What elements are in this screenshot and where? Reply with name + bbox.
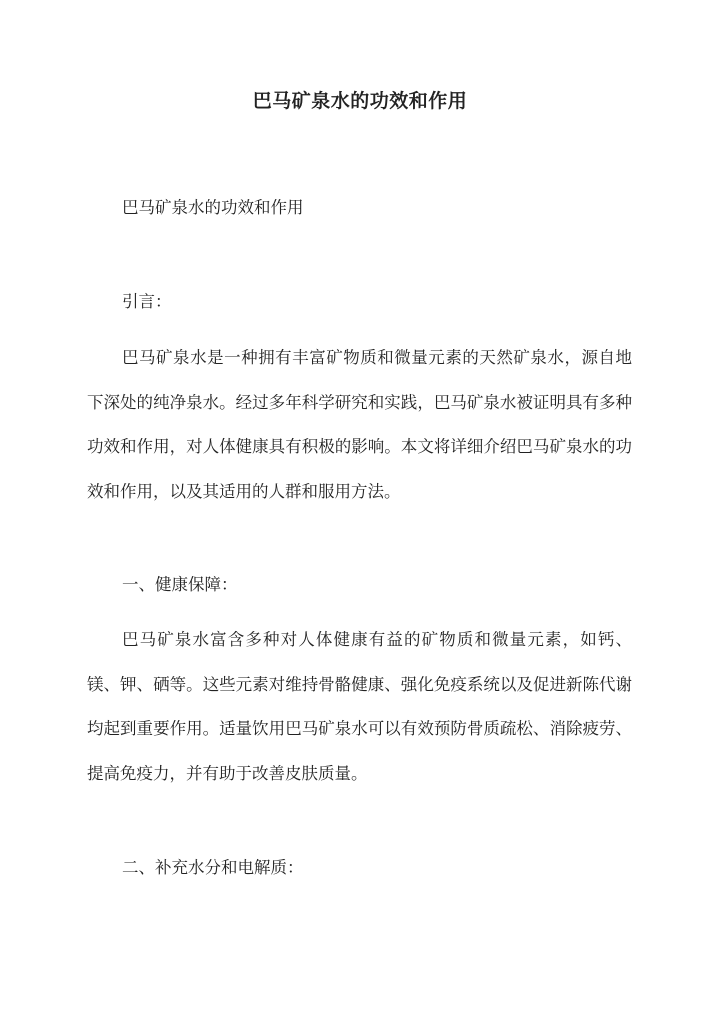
section1-paragraph: 巴马矿泉水富含多种对人体健康有益的矿物质和微量元素，如钙、镁、钾、硒等。这些元素对维持骨骼健康、强化免疫系统以及促进新陈代谢均起到重要作用。适量饮用巴马矿泉水可以有效预防骨质疏松、消除疲劳、提高免疫力，并有助于改善皮肤质量。 bbox=[87, 630, 632, 783]
section1-heading: 一、健康保障： bbox=[122, 575, 238, 594]
intro-paragraph: 巴马矿泉水是一种拥有丰富矿物质和微量元素的天然矿泉水，源自地下深处的纯净泉水。经过多年科学研究和实践，巴马矿泉水被证明具有多种功效和作用，对人体健康具有积极的影响。本文将详细介绍巴马矿泉水的功效和作用，以及其适用的人群和服用方法。 bbox=[87, 348, 632, 501]
section2-heading: 二、补充水分和电解质： bbox=[122, 858, 304, 877]
document-subtitle: 巴马矿泉水的功效和作用 bbox=[122, 198, 304, 217]
document-title: 巴马矿泉水的功效和作用 bbox=[252, 90, 468, 112]
intro-heading: 引言： bbox=[122, 292, 172, 311]
